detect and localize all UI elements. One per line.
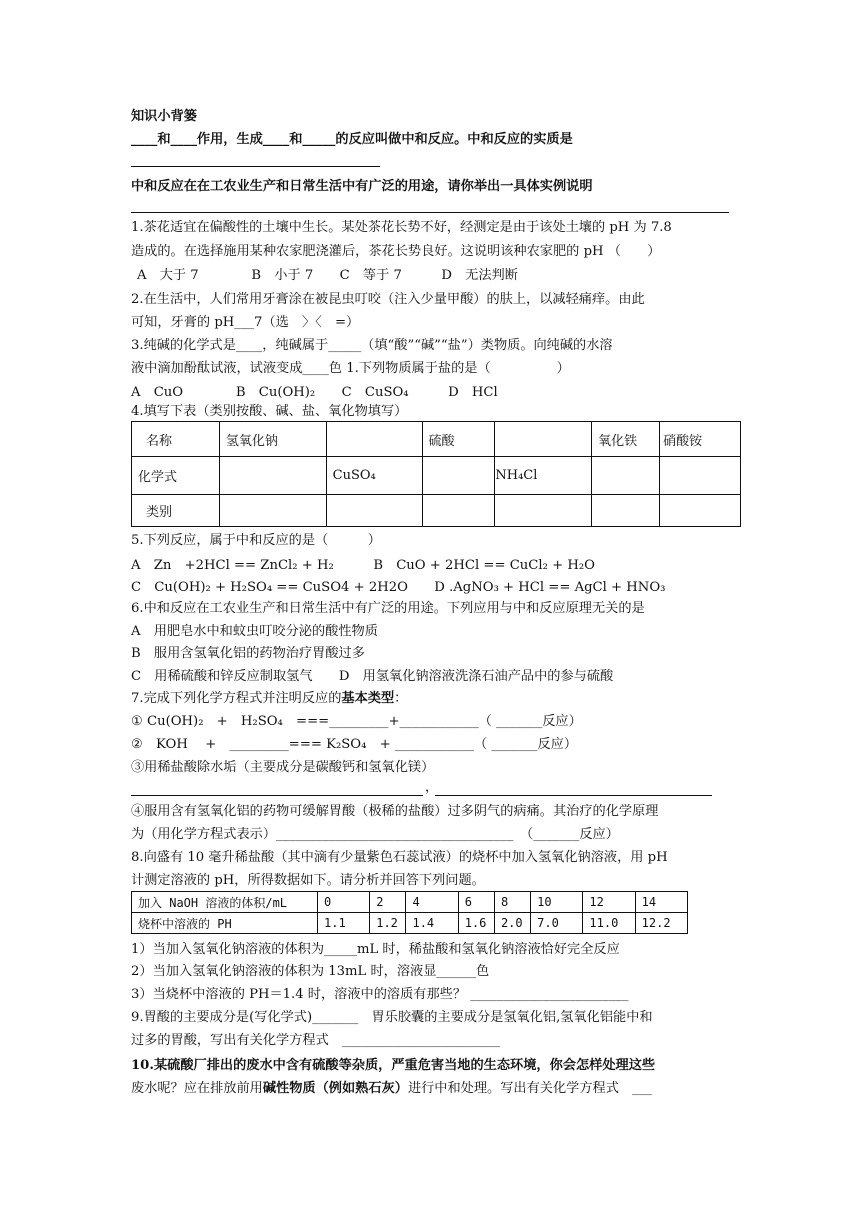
table-cell: 1.6	[458, 913, 494, 934]
table-cell[interactable]	[660, 457, 741, 495]
q4-table	[131, 421, 741, 527]
table-cell: 12.2	[635, 913, 687, 934]
q6-title: 6.中和反应在工农业生产和日常生活中有广泛的用途。下列应用与中和反应原理无关的是	[131, 601, 645, 616]
table-cell: 2	[370, 892, 406, 913]
q7-title-emphasis: 基本类型	[341, 691, 395, 706]
q6-options-cd: C 用稀硫酸和锌反应制取氢气 D 用氢氧化钠溶液洗涤石油产品中的参与硫酸	[131, 669, 614, 684]
q3-options: A CuO B Cu(OH)₂ C CuSO₄ D HCl	[131, 385, 498, 400]
q1-line-1: 1.茶花适宜在偏酸性的土壤中生长。某处茶花长势不好，经测定是由于该处土壤的 pH 为 7.8	[131, 220, 672, 235]
table-cell[interactable]	[422, 495, 495, 527]
q8-data-table	[131, 891, 688, 934]
q8-sub-1: 1）当加入氢氧化钠溶液的体积为_____mL 时，稀盐酸和氢氧化钠溶液恰好完全反应	[131, 942, 620, 957]
q7-equation-2: ② KOH + _________=== K₂SO₄ + ____________（ _______反应）	[131, 737, 578, 752]
q1-options: A 大于 7 B 小于 7 C 等于 7 D 无法判断	[137, 268, 518, 283]
answer-line	[435, 795, 712, 796]
table-cell: 类别	[132, 495, 220, 527]
table-cell: 4	[406, 892, 458, 913]
q10-line-2	[131, 1081, 652, 1097]
q2-line-2: 可知，牙膏的 pH___7（选 〉〈 =）	[131, 315, 360, 330]
q4-row-name	[132, 422, 741, 457]
intro-line-2: 中和反应在在工农业生产和日常生活中有广泛的用途，请你举出一具体实例说明	[131, 179, 593, 194]
q7-equation-1: ① Cu(OH)₂ + H₂SO₄ ===_________+____________（ _______反应）	[131, 714, 582, 729]
table-cell[interactable]	[592, 495, 660, 527]
table-cell: 2.0	[494, 913, 530, 934]
table-cell: 硝酸铵	[660, 422, 741, 457]
q8-volume-row	[132, 892, 688, 913]
q3-line-2: 液中滴加酚酞试液，试液变成____色 1.下列物质属于盐的是（ ）	[131, 361, 570, 376]
q6-option-a: A 用肥皂水中和蚊虫叮咬分泌的酸性物质	[131, 624, 378, 639]
q1-line-2: 造成的。在选择施用某种农家肥浇灌后，茶花长势良好。这说明该种农家肥的 pH （ ）	[131, 244, 661, 259]
section-heading: 知识小背篓	[131, 109, 197, 124]
q8-line-2: 计测定溶液的 pH，所得数据如下。请分析并回答下列问题。	[131, 873, 485, 888]
answer-line	[131, 166, 380, 167]
table-cell[interactable]	[422, 457, 495, 495]
table-cell: 7.0	[531, 913, 583, 934]
q10-emphasis: 碱性物质（例如熟石灰）	[262, 1081, 408, 1096]
table-cell[interactable]	[326, 495, 422, 527]
table-cell[interactable]	[219, 495, 326, 527]
q10-line-1: 10.某硫酸厂排出的废水中含有硫酸等杂质，严重危害当地的生态环境，你会怎样处理这些	[131, 1058, 656, 1073]
table-cell: 10	[531, 892, 583, 913]
q4-row-formula	[132, 457, 741, 495]
q7-equation-4b: 为（用化学方程式表示）____________________________________ （_______反应）	[131, 827, 619, 842]
table-cell: CuSO₄	[326, 457, 422, 495]
q5-title: 5.下列反应，属于中和反应的是（ ）	[131, 533, 381, 548]
table-cell: 烧杯中溶液的 PH	[132, 913, 318, 934]
table-cell[interactable]	[495, 422, 592, 457]
table-cell[interactable]	[495, 495, 592, 527]
answer-line	[131, 212, 729, 213]
q5-options-ab: A Zn +2HCl == ZnCl₂ + H₂ B CuO + 2HCl == CuCl₂ + H₂O	[131, 558, 595, 573]
table-cell: 1.2	[370, 913, 406, 934]
table-cell[interactable]	[326, 422, 422, 457]
table-cell: 加入 NaOH 溶液的体积/mL	[132, 892, 318, 913]
q7-separator: ，	[425, 780, 439, 795]
answer-line	[131, 795, 423, 796]
table-cell: 12	[583, 892, 635, 913]
table-cell: 11.0	[583, 913, 635, 934]
q5-options-cd: C Cu(OH)₂ + H₂SO₄ == CuSO4 + 2H2O D .AgNO₃ + HCl == AgCl + HNO₃	[131, 580, 666, 595]
q3-line-1: 3.纯碱的化学式是____，纯碱属于_____（填“酸”“碱”“盐”）类物质。向纯碱的水溶	[131, 338, 613, 353]
table-cell: 0	[318, 892, 370, 913]
q8-sub-3: 3）当烧杯中溶液的 PH＝1.4 时，溶液中的溶质有那些？ ________________________	[131, 987, 629, 1002]
q7-equation-4a: ④服用含有氢氧化铝的药物可缓解胃酸（极稀的盐酸）过多阴气的病痛。其治疗的化学原理	[131, 804, 659, 819]
q2-line-1: 2.在生活中，人们常用牙膏涂在被昆虫叮咬（注入少量甲酸）的肤上，以减轻痛痒。由此	[131, 292, 645, 307]
q6-option-b: B 服用含氢氧化铝的药物治疗胃酸过多	[131, 646, 365, 661]
q8-ph-row	[132, 913, 688, 934]
table-cell: 14	[635, 892, 687, 913]
q4-row-category	[132, 495, 741, 527]
q7-title	[131, 691, 407, 707]
q7-title-colon: ：	[394, 691, 408, 706]
table-cell[interactable]	[219, 457, 326, 495]
q10-text-c: 进行中和处理。写出有关化学方程式 ___	[407, 1081, 652, 1096]
table-cell: 1.4	[406, 913, 458, 934]
q4-title: 4.填写下表（类别按酸、碱、盐、氧化物填写）	[131, 404, 408, 419]
table-cell: 1.1	[318, 913, 370, 934]
q9-line-2: 过多的胃酸，写出有关化学方程式 ________________________	[131, 1033, 501, 1048]
q8-sub-2: 2）当加入氢氧化钠溶液的体积为 13mL 时，溶液显______色	[131, 964, 490, 979]
q7-equation-3: ③用稀盐酸除水垢（主要成分是碳酸钙和氢氧化镁）	[131, 760, 435, 775]
table-cell: NH₄Cl	[495, 457, 592, 495]
intro-line-1: ____和____作用，生成____和_____的反应叫做中和反应。中和反应的实质是	[131, 132, 573, 147]
table-cell: 氢氧化钠	[219, 422, 326, 457]
table-cell: 6	[458, 892, 494, 913]
q9-line-1: 9.胃酸的主要成分是(写化学式)_______ 胃乐胶囊的主要成分是氢氧化铝,氢氧化铝能中和	[131, 1010, 653, 1025]
q8-line-1: 8.向盛有 10 毫升稀盐酸（其中滴有少量紫色石蕊试液）的烧杯中加入氢氧化钠溶液，用 pH	[131, 850, 668, 865]
q10-text-a: 废水呢？应在排放前用	[131, 1081, 263, 1096]
table-cell[interactable]	[592, 457, 660, 495]
table-cell: 氧化铁	[592, 422, 660, 457]
table-cell[interactable]	[660, 495, 741, 527]
table-cell: 名称	[132, 422, 220, 457]
table-cell: 8	[494, 892, 530, 913]
q7-title-text: 7.完成下列化学方程式并注明反应的	[131, 691, 342, 706]
table-cell: 化学式	[132, 457, 220, 495]
table-cell: 硫酸	[422, 422, 495, 457]
